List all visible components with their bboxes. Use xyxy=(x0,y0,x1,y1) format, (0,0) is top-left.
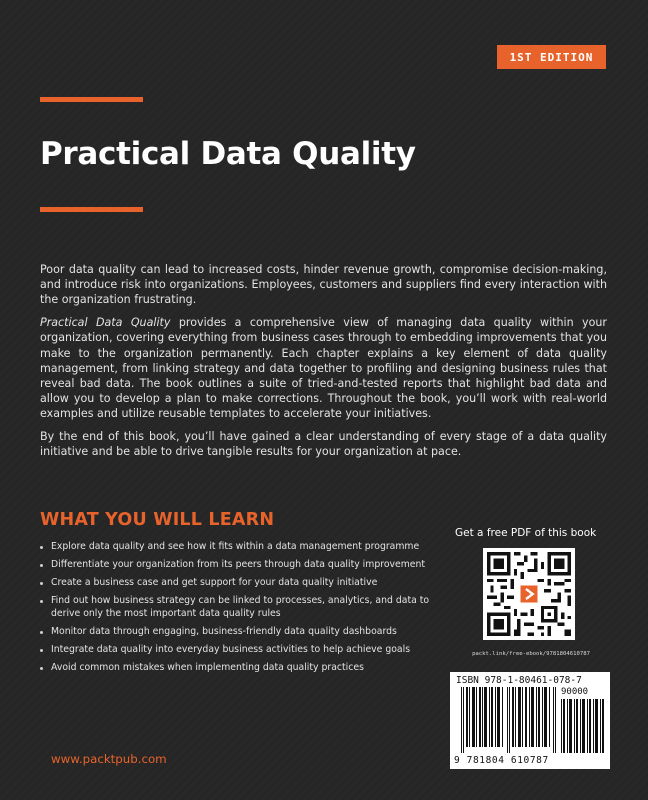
barcode-bars xyxy=(461,687,557,753)
description-paragraph: Poor data quality can lead to increased costs, hinder revenue growth, compromise decision-making, and introduce risk into organizations. Employees, customers and suppliers find every interaction with the organization frustrating. xyxy=(40,263,607,307)
learn-item: Avoid common mistakes when implementing data quality practices xyxy=(40,662,440,675)
learn-item: Create a business case and get support for your data quality initiative xyxy=(40,577,440,590)
qr-code-icon[interactable] xyxy=(483,548,575,640)
learn-item: Monitor data through engaging, business-friendly data quality dashboards xyxy=(40,626,440,639)
book-title: Practical Data Quality xyxy=(40,136,416,172)
accent-rule-bottom xyxy=(40,207,143,212)
learn-item: Integrate data quality into everyday business activities to help achieve goals xyxy=(40,644,440,657)
learn-item: Find out how business strategy can be linked to processes, analytics, and data to derive only the most important data quality rules xyxy=(40,595,440,620)
barcode-digits: 9 781804 610787 xyxy=(454,755,549,766)
publisher-url[interactable]: www.packtpub.com xyxy=(51,752,167,766)
isbn-text: ISBN 978-1-80461-078-7 xyxy=(456,675,582,686)
learn-list xyxy=(40,541,440,679)
learn-heading: WHAT YOU WILL LEARN xyxy=(40,510,275,530)
accent-rule-top xyxy=(40,97,143,102)
learn-item: Explore data quality and see how it fits within a data management programme xyxy=(40,541,440,554)
book-title-italic: Practical Data Quality xyxy=(40,316,171,330)
learn-item: Differentiate your organization from its peers through data quality improvement xyxy=(40,559,440,572)
description-paragraph: By the end of this book, you’ll have gained a clear understanding of every stage of a data quality initiative and be able to drive tangible results for your organization at pace. xyxy=(40,430,607,459)
isbn-barcode xyxy=(450,672,610,769)
book-description xyxy=(40,262,607,467)
edition-badge: 1ST EDITION xyxy=(497,45,606,69)
addon-barcode-bars xyxy=(561,699,605,753)
description-text: provides a comprehensive view of managing data quality within your organization, covering everything from business cases through to embedding improvements that you make to the organization permanently. Each chapter explains a key element of data quality management, from linking strategy and data together to profiling and designing business rules that reveal bad data. The book outlines a suite of tried-and-tested reports that highlight bad data and allow you to develop a plan to make corrections. Throughout the book, you’ll work with real-world examples and utilize reusable templates to accelerate your initiatives. xyxy=(40,316,607,421)
free-pdf-caption: Get a free PDF of this book xyxy=(455,527,597,539)
price-code: 90000 xyxy=(561,687,589,697)
free-ebook-link[interactable]: packt.link/free-ebook/9781804610787 xyxy=(472,651,590,657)
description-paragraph xyxy=(40,315,607,421)
